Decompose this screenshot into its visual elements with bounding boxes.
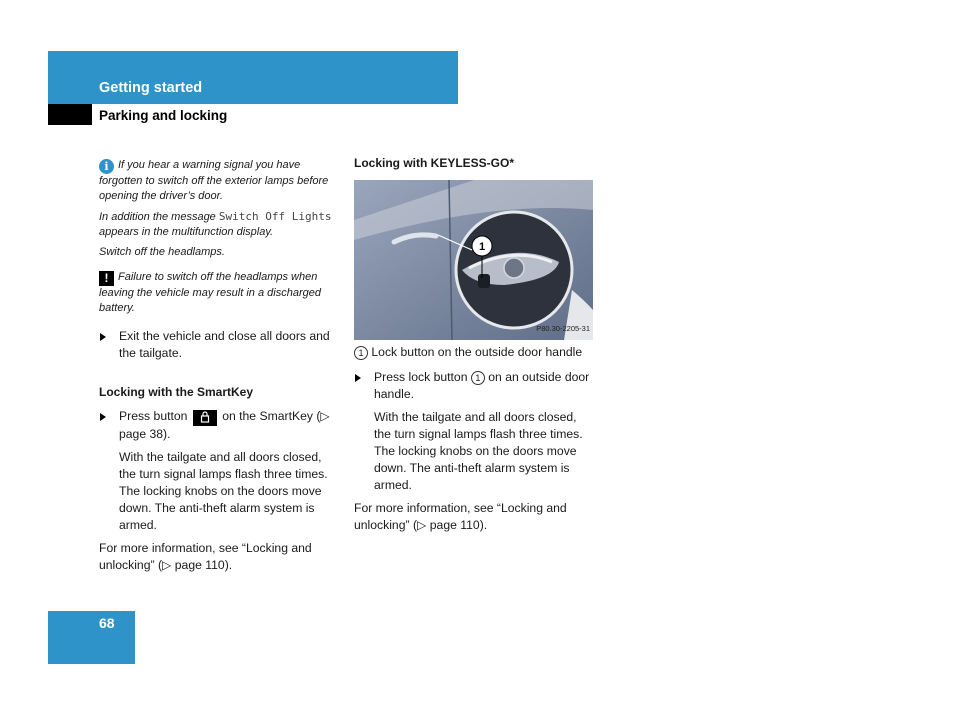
step-press-lock: Press lock button 1 on an outside door handle. <box>354 369 594 403</box>
info-note-headlamps: Switch off the headlamps. <box>99 246 225 258</box>
page-number-box <box>48 611 135 664</box>
page-ref-link[interactable]: page 110). <box>429 518 488 532</box>
legend-item-1: 1 Lock button on the outside door handle <box>354 344 594 361</box>
door-handle-illustration <box>354 180 593 340</box>
figure-code: P80.30-2205-31 <box>536 324 590 333</box>
info-note: i If you hear a warning signal you have forgotten to switch off the exterior lamps before opening the driver’s door. <box>99 159 329 202</box>
keyless-heading: Locking with KEYLESS-GO* <box>354 156 515 170</box>
callout-1-icon: 1 <box>354 346 368 360</box>
page-ref-link[interactable]: page 110). <box>174 558 233 572</box>
warning-note: ! Failure to switch off the headlamps when leaving the vehicle may result in a discharged battery. <box>99 271 321 314</box>
section-title: Getting started <box>99 80 203 96</box>
info-note-display: In addition the message Switch Off Lights appears in the multifunction display. <box>99 210 332 238</box>
page-reference-arrow-icon: ▷ <box>320 409 330 423</box>
page-subtitle: Parking and locking <box>99 108 228 123</box>
right-column <box>354 155 594 540</box>
callout-number: 1 <box>478 241 486 253</box>
keyless-result: With the tailgate and all doors closed, the turn signal lamps flash three times. The locking knobs on the doors move down. The anti-theft alarm system is armed. <box>374 410 583 492</box>
left-column <box>99 158 339 580</box>
header-bar <box>48 51 458 104</box>
page-ref-link[interactable]: page 38). <box>119 427 171 441</box>
page-number: 68 <box>99 615 115 631</box>
lock-button-icon <box>193 410 217 426</box>
step-press-button: Press button on the SmartKey (▷ page 38). <box>99 408 339 443</box>
callout-1-icon: 1 <box>471 371 485 385</box>
smartkey-heading: Locking with the SmartKey <box>99 385 254 399</box>
info-icon: i <box>99 159 114 174</box>
page-reference-arrow-icon: ▷ <box>417 518 430 532</box>
page-reference-arrow-icon: ▷ <box>162 558 175 572</box>
section-tab-marker <box>48 104 92 125</box>
step-exit-vehicle: Exit the vehicle and close all doors and the tailgate. <box>99 328 339 362</box>
door-handle-photo <box>354 180 593 340</box>
smartkey-result: With the tailgate and all doors closed, the turn signal lamps flash three times. The locking knobs on the doors move down. The anti-theft alarm system is armed. <box>119 450 328 532</box>
display-message: Switch Off Lights <box>218 210 332 223</box>
warning-icon: ! <box>99 271 114 286</box>
smartkey-more-info: For more information, see “Locking and unlocking” (▷ page 110). <box>99 541 312 572</box>
keyless-more-info: For more information, see “Locking and unlocking” (▷ page 110). <box>354 501 567 532</box>
